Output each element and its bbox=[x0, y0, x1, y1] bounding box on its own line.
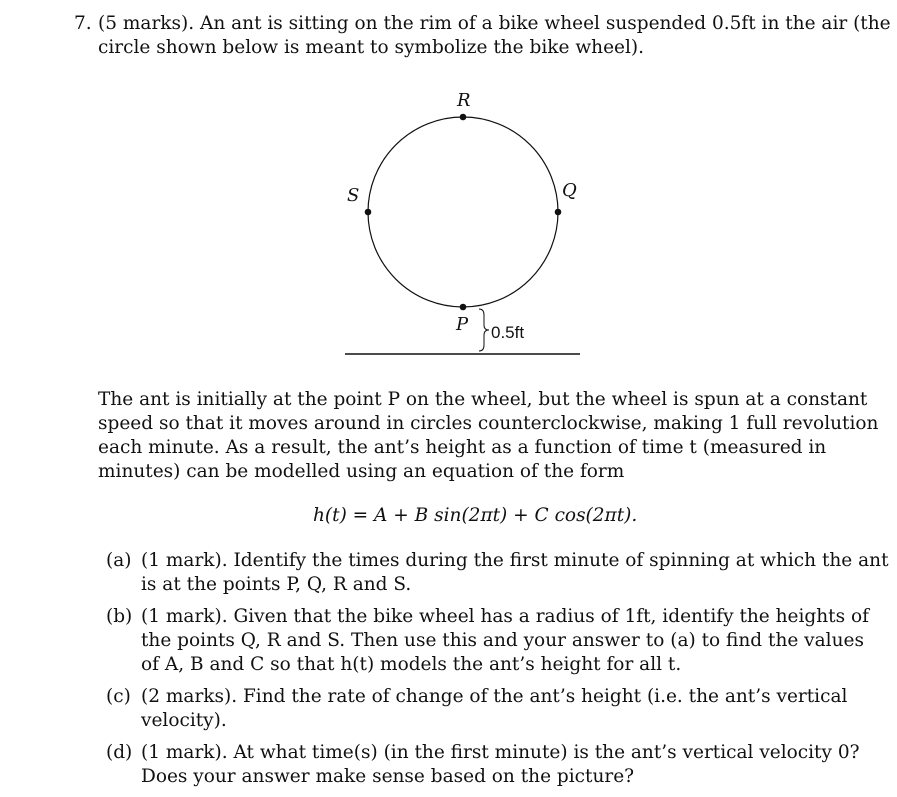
part-c-line2: velocity). bbox=[141, 710, 227, 731]
label-s: S bbox=[347, 185, 360, 206]
description-line1: The ant is initially at the point P on the wheel, but the wheel is spun at a constant bbox=[98, 389, 868, 410]
part-b-line3: of A, B and C so that h(t) models the ant’s height for all t. bbox=[141, 654, 682, 675]
height-brace bbox=[479, 309, 489, 351]
label-r: R bbox=[457, 90, 471, 111]
part-a-line1: (1 mark). Identify the times during the first minute of spinning at which the ant bbox=[141, 550, 889, 571]
description-line2: speed so that it moves around in circles counterclockwise, making 1 full revolution bbox=[98, 413, 879, 434]
label-q: Q bbox=[562, 180, 577, 201]
point-s-dot bbox=[365, 209, 372, 216]
model-equation: h(t) = A + B sin(2πt) + C cos(2πt). bbox=[313, 505, 638, 526]
point-q-dot bbox=[555, 209, 562, 216]
part-d-line2: Does your answer make sense based on the picture? bbox=[141, 766, 635, 787]
problem-number: 7. bbox=[74, 13, 92, 34]
height-label: 0.5ft bbox=[491, 323, 525, 342]
part-d-label: (d) bbox=[106, 742, 133, 763]
problem-intro-line2: circle shown below is meant to symbolize the bike wheel). bbox=[98, 37, 644, 58]
part-a-label: (a) bbox=[106, 550, 132, 571]
bike-wheel-diagram bbox=[330, 82, 600, 372]
problem-intro-line1: (5 marks). An ant is sitting on the rim of a bike wheel suspended 0.5ft in the air (the bbox=[98, 13, 891, 34]
part-a-line2: is at the points P, Q, R and S. bbox=[141, 574, 412, 595]
part-c-label: (c) bbox=[106, 686, 131, 707]
part-b-label: (b) bbox=[106, 606, 133, 627]
point-p-dot bbox=[460, 304, 467, 311]
label-p: P bbox=[456, 314, 469, 335]
description-line3: each minute. As a result, the ant’s height as a function of time t (measured in bbox=[98, 437, 827, 458]
part-c-line1: (2 marks). Find the rate of change of the ant’s height (i.e. the ant’s vertical bbox=[141, 686, 848, 707]
part-b-line1: (1 mark). Given that the bike wheel has a radius of 1ft, identify the heights of bbox=[141, 606, 869, 627]
wheel-circle bbox=[368, 117, 558, 307]
description-line4: minutes) can be modelled using an equation of the form bbox=[98, 461, 625, 482]
part-b-line2: the points Q, R and S. Then use this and your answer to (a) to find the values bbox=[141, 630, 864, 651]
point-r-dot bbox=[460, 114, 467, 121]
part-d-line1: (1 mark). At what time(s) (in the first minute) is the ant’s vertical velocity 0? bbox=[141, 742, 860, 763]
